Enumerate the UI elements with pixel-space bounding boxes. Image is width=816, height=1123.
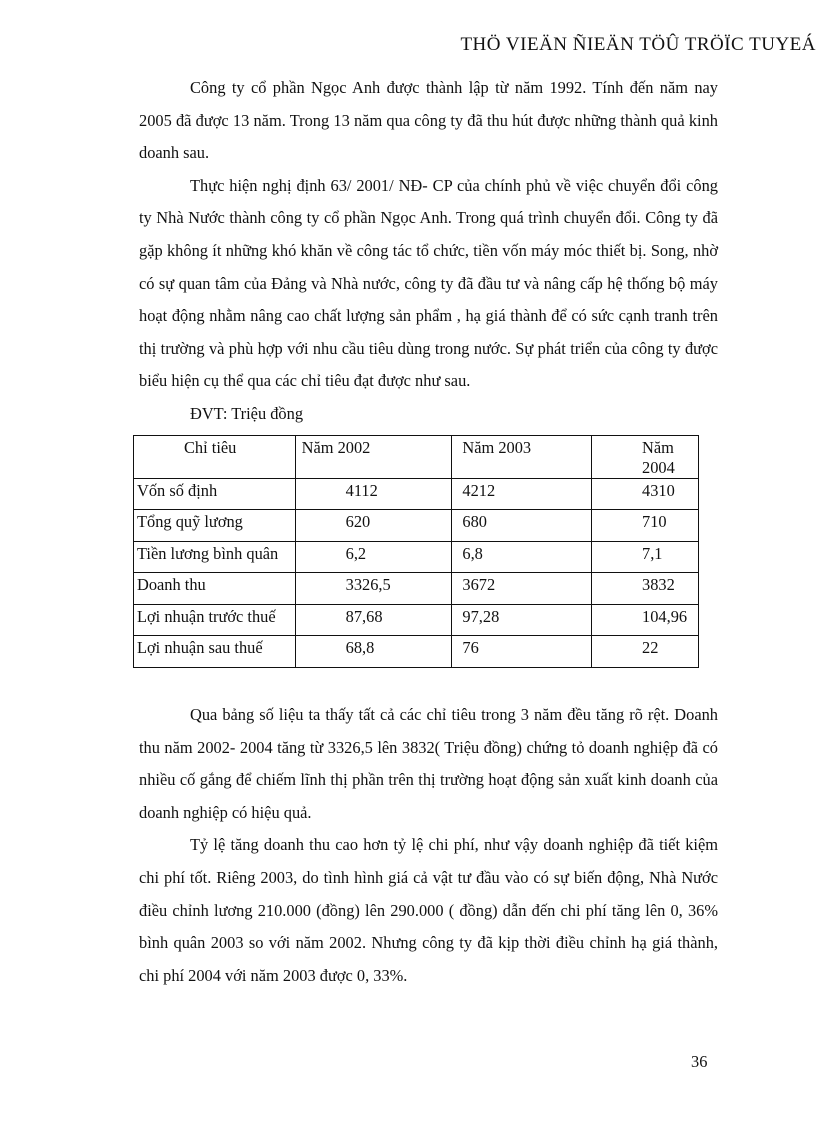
table-row: [134, 573, 699, 605]
table-cell: Lợi nhuận trước thuế: [134, 604, 296, 636]
table-header-cell: Năm 2003: [452, 435, 592, 478]
table-cell: 4112: [295, 478, 452, 510]
paragraph-intro: Công ty cổ phần Ngọc Anh được thành lập từ năm 1992. Tính đến năm nay 2005 đã được 13 năm. Trong 13 năm qua công ty đã thu hút được những thành quả kinh doanh sau.: [139, 78, 718, 163]
table-row: [134, 541, 699, 573]
table-cell: 3672: [452, 573, 592, 605]
paragraph-cost: Tỷ lệ tăng doanh thu cao hơn tỷ lệ chi phí, như vậy doanh nghiệp đã tiết kiệm chi phí tốt. Riêng 2003, do tình hình giá cả vật tư đầu vào có sự biến động, Nhà Nước điều chỉnh lương 210.000 (đồng) lên 290.000 ( đồng) dẫn đến chi phí tăng lên 0, 36% bình quân 2003 so với năm 2002. Nhưng công ty đã kịp thời điều chỉnh hạ giá thành, chi phí 2004 với năm 2003 được 0, 33%.: [139, 835, 718, 985]
table-header-row: [134, 435, 699, 478]
table-row: [134, 510, 699, 542]
table-cell: 87,68: [295, 604, 452, 636]
table-cell: 3832: [592, 573, 699, 605]
page-number: 36: [691, 1052, 708, 1071]
table-cell: 3326,5: [295, 573, 452, 605]
table-header-cell: Chỉ tiêu: [134, 435, 296, 478]
table-cell: 68,8: [295, 636, 452, 668]
table-cell: 76: [452, 636, 592, 668]
unit-label: ĐVT: Triệu đồng: [190, 403, 304, 423]
table-row: [134, 636, 699, 668]
paragraph-conversion: Thực hiện nghị định 63/ 2001/ NĐ- CP của chính phủ về việc chuyển đổi công ty Nhà Nước thành công ty cổ phần Ngọc Anh. Trong quá trình chuyển đổi. Công ty đã gặp không ít những khó khăn về công tác tổ chức, tiền vốn máy móc thiết bị. Song, nhờ có sự quan tâm của Đảng và Nhà nước, công ty đã đầu tư và nâng cấp hệ thống bộ máy hoạt động nhằm nâng cao chất lượng sản phẩm , hạ giá thành để có sức cạnh tranh trên thị trường và phù hợp với nhu cầu tiêu dùng trong nước. Sự phát triển của công ty được biểu hiện cụ thể qua các chỉ tiêu đạt được như sau.: [139, 175, 718, 391]
table-cell: Tiền lương bình quân: [134, 541, 296, 573]
table-cell: 97,28: [452, 604, 592, 636]
table-cell: Doanh thu: [134, 573, 296, 605]
table-cell: Lợi nhuận sau thuế: [134, 636, 296, 668]
paragraph-analysis: Qua bảng số liệu ta thấy tất cả các chỉ tiêu trong 3 năm đều tăng rõ rệt. Doanh thu năm 2002- 2004 tăng từ 3326,5 lên 3832( Triệu đồng) chứng tỏ doanh nghiệp đã có nhiều cố gắng để chiếm lĩnh thị phần trên thị trường hoạt động sản xuất kinh doanh của doanh nghiệp có hiệu quả.: [139, 704, 718, 822]
table-cell: 22: [592, 636, 699, 668]
table-cell: 620: [295, 510, 452, 542]
table-cell: 710: [592, 510, 699, 542]
table-cell: 7,1: [592, 541, 699, 573]
document-body: [139, 72, 718, 992]
table-cell: 104,96: [592, 604, 699, 636]
indicators-table: [133, 435, 699, 668]
table-cell: Vốn số định: [134, 478, 296, 510]
table-cell: 6,2: [295, 541, 452, 573]
table-cell: Tổng quỹ lương: [134, 510, 296, 542]
table-header-cell: Năm 2004: [592, 435, 699, 478]
table-cell: 680: [452, 510, 592, 542]
table-cell: 4310: [592, 478, 699, 510]
table-row: [134, 604, 699, 636]
table-cell: 4212: [452, 478, 592, 510]
page-header: THÖ VIEÄN ÑIEÄN TÖÛ TRÖÏC TUYEÁ: [460, 34, 816, 55]
table-row: [134, 478, 699, 510]
table-cell: 6,8: [452, 541, 592, 573]
table-header-cell: Năm 2002: [295, 435, 452, 478]
